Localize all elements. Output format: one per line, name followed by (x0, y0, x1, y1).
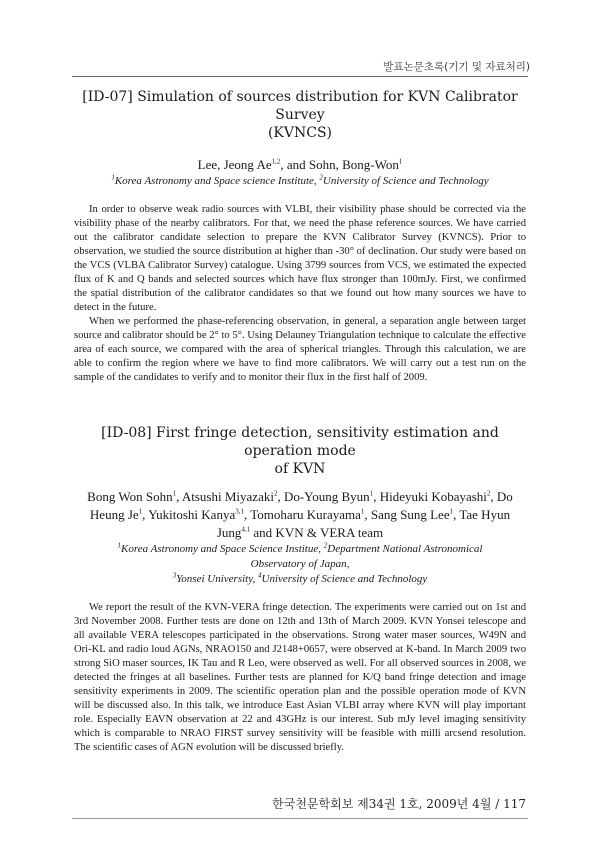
author: Do Heung Je$^1$, (89, 489, 513, 522)
author: Do-Young Byun$^1$, (283, 489, 380, 504)
author-affil-mark: 1 (138, 507, 143, 516)
abstract-paragraph: In order to observe weak radio sources with VLBI, their visibility phase should be corrected via the visibility phase of the nearby calibrators. For that, we need the phase reference sources. We have carried out the calibrator candidate selection to prepare the KVN Calibrator Survey (KVNCS). Prior to observation, we studied the source distribution at higher than -30° of declination. Our study were based on the VCS (VLBA Calibrator Survey) catalogue. Using 3799 sources from VCS, we estimated the expected flux of K and Q bands and selected sources which have flux stronger than 100mJy. First, we confirmed the spatial distribution of the calibrator candidates so that we found out how many sources we have to detect in the future. (74, 204, 526, 313)
author-affil-mark: 2 (486, 489, 491, 498)
author-name: Bong Won Sohn (87, 489, 173, 504)
affil-mark: 2 (323, 541, 328, 550)
author-name: Hideyuki Kobayashi (379, 489, 487, 504)
author: Yukitoshi Kanya$^{3,1}$, (148, 507, 251, 522)
author: Atsushi Miyazaki$^2$, (181, 489, 284, 504)
author-name: Yukitoshi Kanya (148, 507, 236, 522)
author: Tomoharu Kurayama$^1$, (250, 507, 371, 522)
journal-section-label: 발표논문초록(기기 및 자료처리) (383, 61, 530, 73)
page-footer: 한국천문학회보 제34권 1호, 2009년 4월 / 117 (272, 797, 526, 811)
affil-line: Observatory of Japan, (250, 558, 350, 570)
author-affil-mark: 3,1 (235, 507, 244, 516)
author: Sang Sung Lee$^1$, (370, 507, 460, 522)
title-line: [ID-08] First fringe detection, sensitivity estimation and operation mode (101, 425, 499, 459)
affiliations (74, 542, 526, 587)
abstract-title (74, 424, 526, 478)
affil-text: Korea Astronomy and Space Science Institue, (121, 543, 324, 555)
author-affil-mark: 2 (273, 489, 278, 498)
affil-text: University of Science and Technology (322, 175, 489, 187)
author-name: Tae Hyun Jung (216, 507, 511, 540)
abstract-paragraph: We report the result of the KVN-VERA fringe detection. The experiments were carried out on 1st and 3rd November 2008. Further tests are done on 12th and 13th of March 2009. KVN Yonsei telescope and all available VERA telescopes participated in the observations. Strong water maser sources, W49N and Ori-KL and radio loud AGNs, NRAO150 and J2148+0657, were observed at K-band. In March 2009 two strong SiO maser sources, IK Tau and R Leo, were observed as well. For all observed sources in 2008, we detected the fringes at all baselines. Further tests are planned for K/Q band fringe detection and image sensitivity experiments in 2009. The scientific operation plan and the possible operation mode of KVN will be discussed also. In this talk, we introduce East Asian VLBI array where KVN will play important role. Especially EAVN observation at 22 and 43GHz is our interest. Sub mJy level imaging sensitivity which is comparable to NRAO FIRST survey sensitivity will be feasible with milli arcsend resolution. The scientific cases of AGN evolution will be discussed briefly. (74, 602, 526, 753)
author-affil-mark: 1 (398, 157, 403, 166)
affil-mark: 3 (172, 571, 177, 580)
author: Bong Won Sohn$^1$, (87, 489, 182, 504)
author-name: Lee, Jeong Ae (197, 157, 272, 172)
affil-mark: 2 (319, 173, 323, 182)
abstract-paragraph: When we performed the phase-referencing observation, in general, a separation angle between target source and calibrator should be 2° to 5°. Using Delauney Triangulation technique to calculate the effective area of each source, we compared with the area of spherical triangles. Through this calculation, we are able to confirm the region where we have to find more calibrators. We will carry out a test run on the sample of the candidates to verify and to monitor their flux in the first half of 2009. (74, 316, 526, 383)
affiliations (74, 174, 526, 189)
affil-text: Department National Astronomical (327, 543, 483, 555)
author-affil-mark: 1 (172, 489, 177, 498)
affil-text: Yonsei University, (176, 573, 258, 585)
author-affil-mark: 1 (449, 507, 454, 516)
author-affil-mark: 1 (369, 489, 374, 498)
author-name: , and Sohn, Bong-Won (280, 157, 399, 172)
affil-text: Korea Astronomy and Space science Institute, (114, 175, 320, 187)
author-name: Tomoharu Kurayama (250, 507, 361, 522)
author: Hideyuki Kobayashi$^2$, (379, 489, 497, 504)
header-divider (72, 76, 528, 77)
author-name: Atsushi Miyazaki (181, 489, 274, 504)
footer-divider (72, 818, 528, 819)
author-name: Sang Sung Lee (370, 507, 450, 522)
author-affil-mark: 1 (360, 507, 365, 516)
title-line: (KVNCS) (267, 125, 333, 141)
author-affil-mark: 4,1 (241, 525, 251, 534)
abstract-id08 (74, 424, 526, 755)
author-list (74, 488, 526, 542)
author-name: Do-Young Byun (283, 489, 370, 504)
author-tail: and KVN & VERA team (250, 525, 384, 540)
author-affil-mark: 1,2 (271, 157, 281, 166)
affil-mark: 4 (258, 571, 262, 580)
abstract-body (74, 203, 526, 385)
abstract-id07 (74, 88, 526, 385)
affil-mark: 1 (117, 541, 121, 550)
affil-line (74, 572, 526, 587)
title-line: of KVN (274, 461, 326, 477)
author-name: Do Heung Je (89, 489, 513, 522)
affil-line (74, 542, 526, 557)
abstract-body (74, 601, 526, 755)
title-line: [ID-07] Simulation of sources distribution for KVN Calibrator Survey (82, 89, 518, 123)
author-list (74, 156, 526, 174)
affil-text: University of Science and Technology (261, 573, 428, 585)
abstract-title (74, 88, 526, 142)
affil-mark: 1 (111, 173, 115, 182)
